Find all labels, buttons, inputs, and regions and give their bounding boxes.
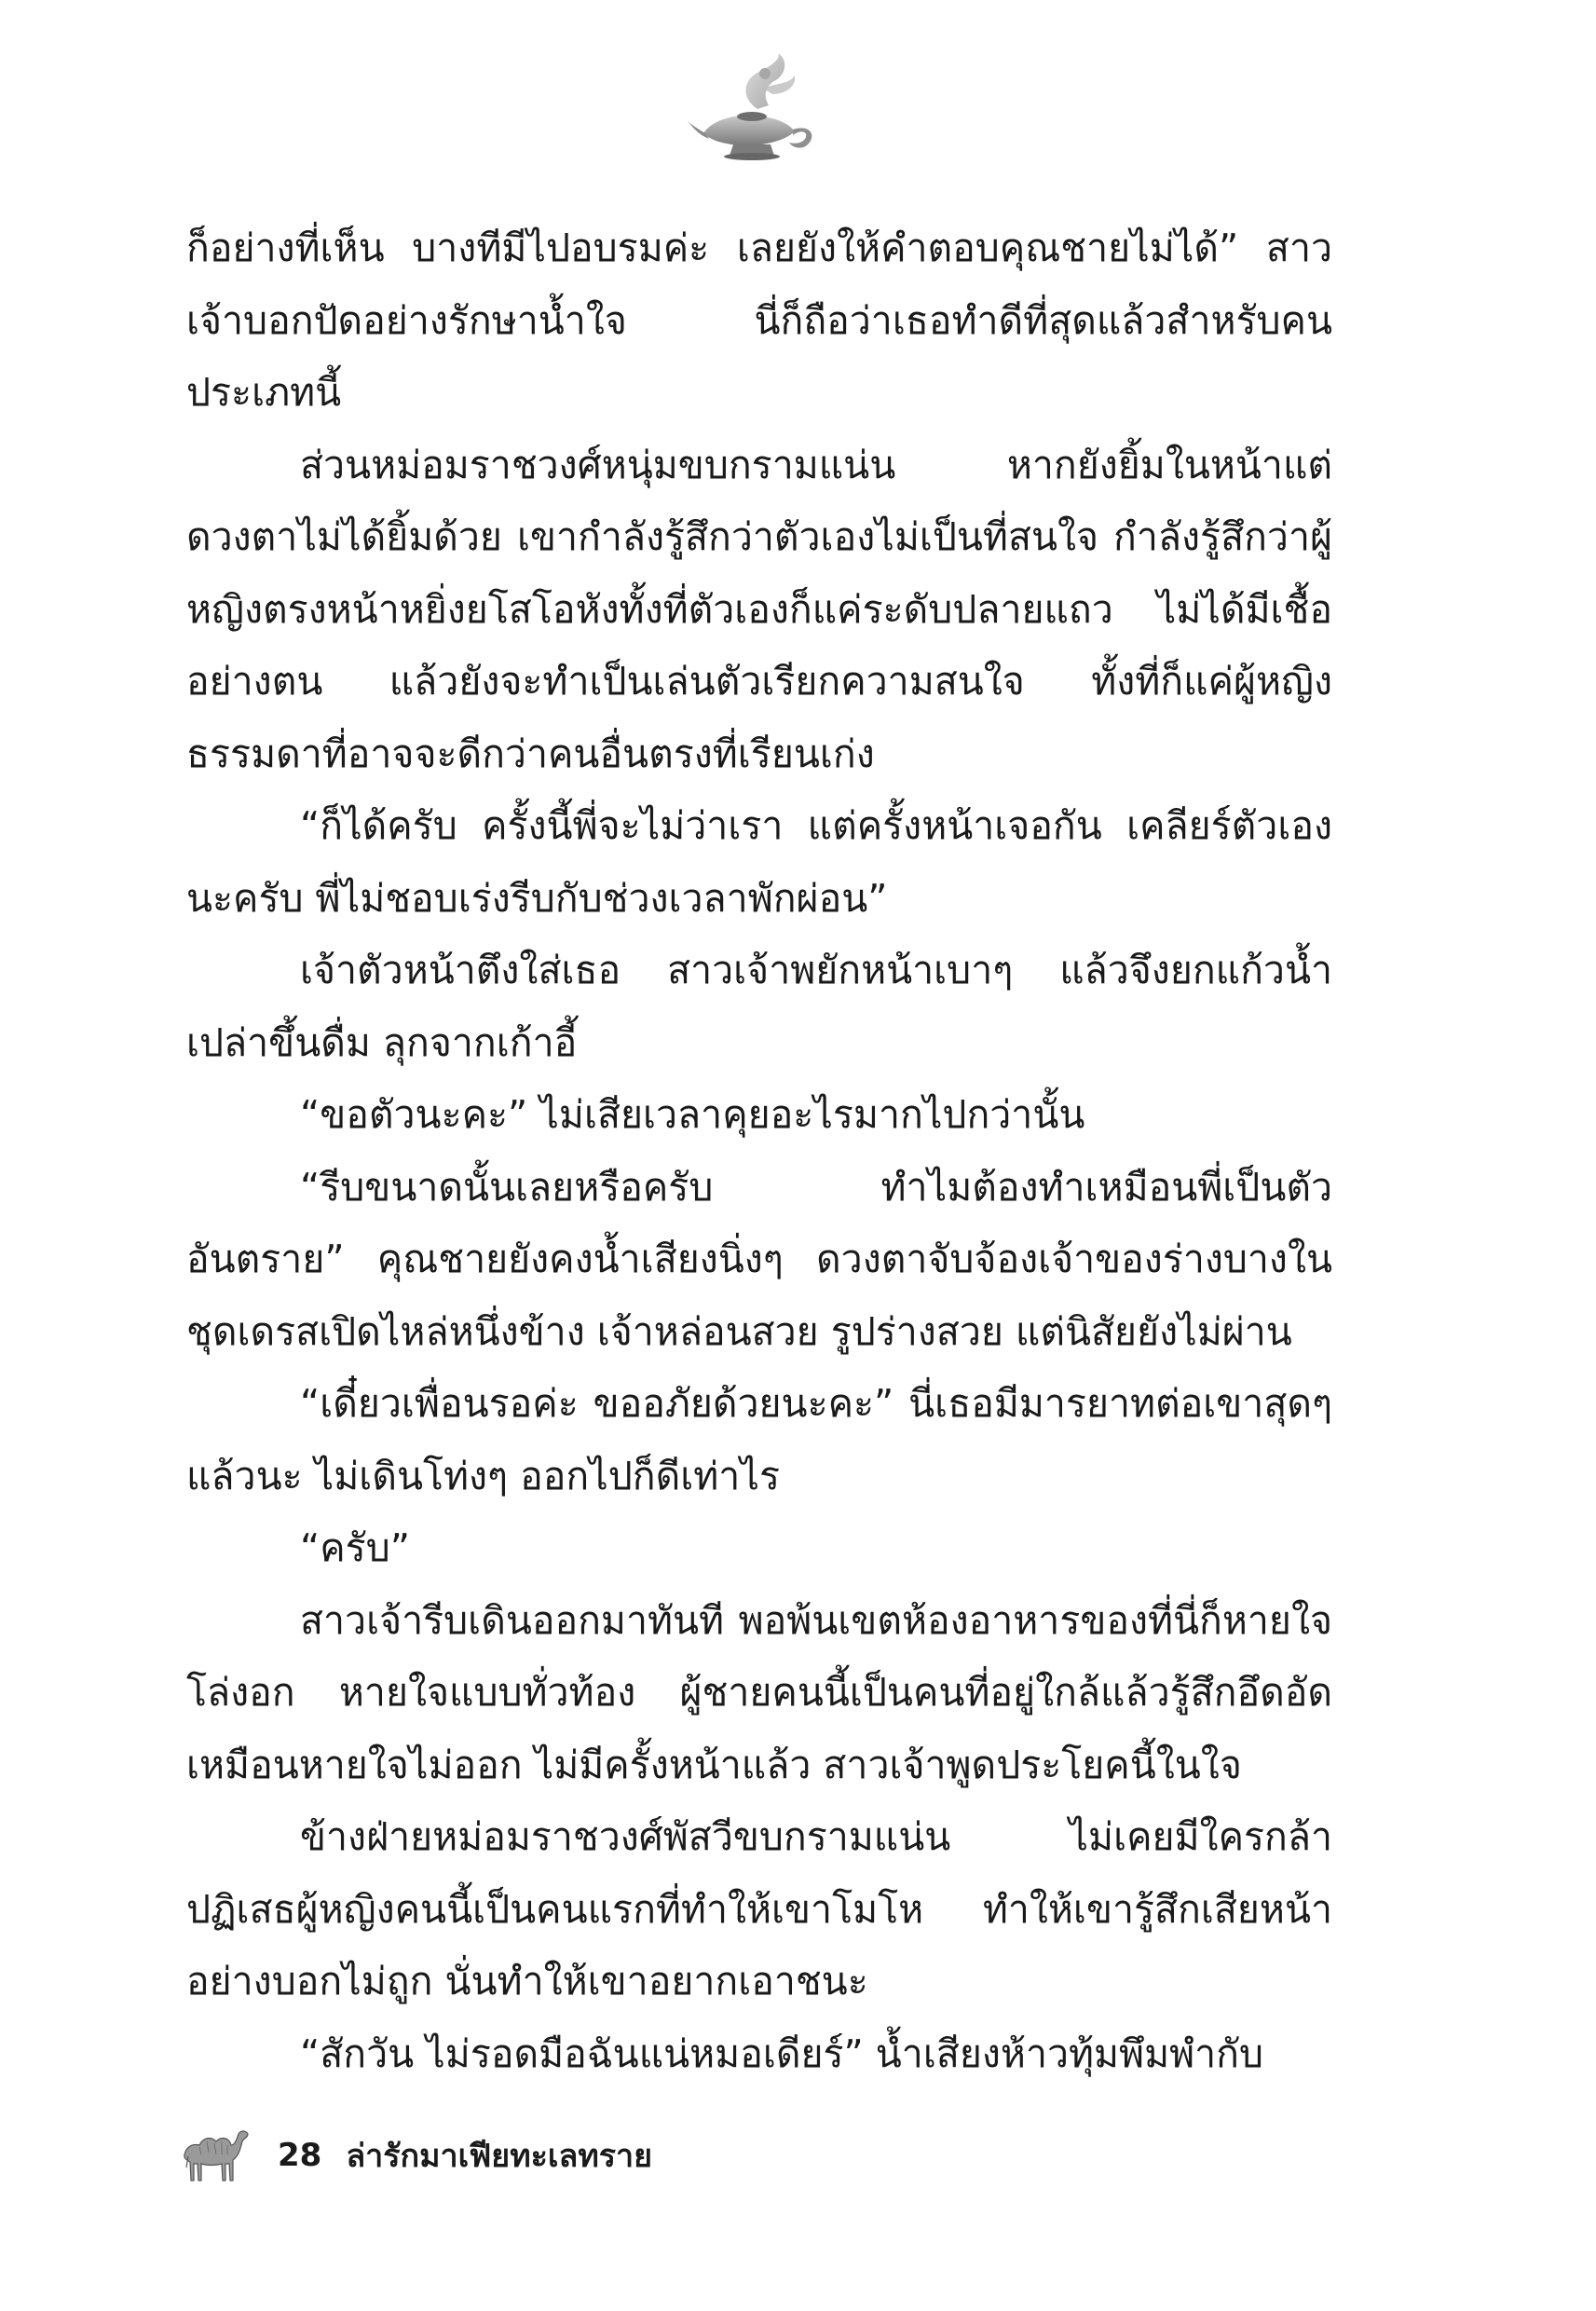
paragraph: ก็อย่างที่เห็น บางทีมีไปอบรมค่ะ เลยยังให้คำตอบคุณชายไม่ได้” สาวเจ้าบอกปัดอย่างรักษาน้ำใจ นี่ก็ถือว่าเธอทำดีที่สุดแล้วสำหรับคนประเภทนี้	[186, 226, 1332, 415]
paragraph: “ก็ได้ครับ ครั้งนี้พี่จะไม่ว่าเรา แต่ครั้งหน้าเจอกัน เคลียร์ตัวเองนะครับ พี่ไม่ชอบเร่งรีบกับช่วงเวลาพักผ่อน”	[186, 803, 1332, 921]
camel-icon	[179, 2126, 250, 2184]
book-title: ล่ารักมาเฟียทะเลทราย	[346, 2138, 653, 2175]
page-footer	[179, 2123, 652, 2188]
body-text	[186, 212, 1332, 2090]
paragraph: ส่วนหม่อมราชวงศ์หนุ่มขบกรามแน่น หากยังยิ้มในหน้าแต่ดวงตาไม่ได้ยิ้มด้วย เขากำลังรู้สึกว่าตัวเองไม่เป็นที่สนใจ กำลังรู้สึกว่าผู้หญิงตรงหน้าหยิ่งยโสโอหังทั้งที่ตัวเองก็แค่ระดับปลายแถว ไม่ได้มีเชื้ออย่างตน แล้วยังจะทำเป็นเล่นตัวเรียกความสนใจ ทั้งที่ก็แค่ผู้หญิงธรรมดาที่อาจจะดีกว่าคนอื่นตรงที่เรียนเก่ง	[186, 442, 1332, 776]
page-number: 28	[278, 2137, 322, 2174]
paragraph: “เดี๋ยวเพื่อนรอค่ะ ขออภัยด้วยนะคะ” นี่เธอมีมารยาทต่อเขาสุดๆ แล้วนะ ไม่เดินโท่งๆ ออกไปก็ดีเท่าไร	[186, 1381, 1332, 1498]
paragraph: เจ้าตัวหน้าตึงใส่เธอ สาวเจ้าพยักหน้าเบาๆ แล้วจึงยกแก้วน้ำเปล่าขึ้นดื่ม ลุกจากเก้าอี้	[186, 948, 1332, 1065]
paragraph: “รีบขนาดนั้นเลยหรือครับ ทำไมต้องทำเหมือนพี่เป็นตัวอันตราย” คุณชายยังคงน้ำเสียงนิ่งๆ ดวงตาจับจ้องเจ้าของร่างบางในชุดเดรสเปิดไหล่หนึ่งข้าง เจ้าหล่อนสวย รูปร่างสวย แต่นิสัยยังไม่ผ่าน	[186, 1164, 1332, 1354]
paragraph: “ครับ”	[300, 1525, 410, 1570]
paragraph: ข้างฝ่ายหม่อมราชวงศ์พัสวีขบกรามแน่น ไม่เคยมีใครกล้าปฏิเสธผู้หญิงคนนี้เป็นคนแรกที่ทำให้เขาโมโห ทำให้เขารู้สึกเสียหน้าอย่างบอกไม่ถูก นั่นทำให้เขาอยากเอาชนะ	[186, 1814, 1332, 2003]
paragraph: สาวเจ้ารีบเดินออกมาทันที พอพ้นเขตห้องอาหารของที่นี่ก็หายใจโล่งอก หายใจแบบทั่วท้อง ผู้ชายคนนี้เป็นคนที่อยู่ใกล้แล้วรู้สึกอึดอัดเหมือนหายใจไม่ออก ไม่มีครั้งหน้าแล้ว สาวเจ้าพูดประโยคนี้ในใจ	[186, 1597, 1332, 1787]
paragraph: “สักวัน ไม่รอดมือฉันแน่หมอเดียร์” น้ำเสียงห้าวทุ้มพึมพำกับ	[300, 2031, 1263, 2076]
paragraph: “ขอตัวนะคะ” ไม่เสียเวลาคุยอะไรมากไปกว่านั้น	[300, 1092, 1085, 1137]
genie-lamp-icon	[685, 51, 825, 163]
